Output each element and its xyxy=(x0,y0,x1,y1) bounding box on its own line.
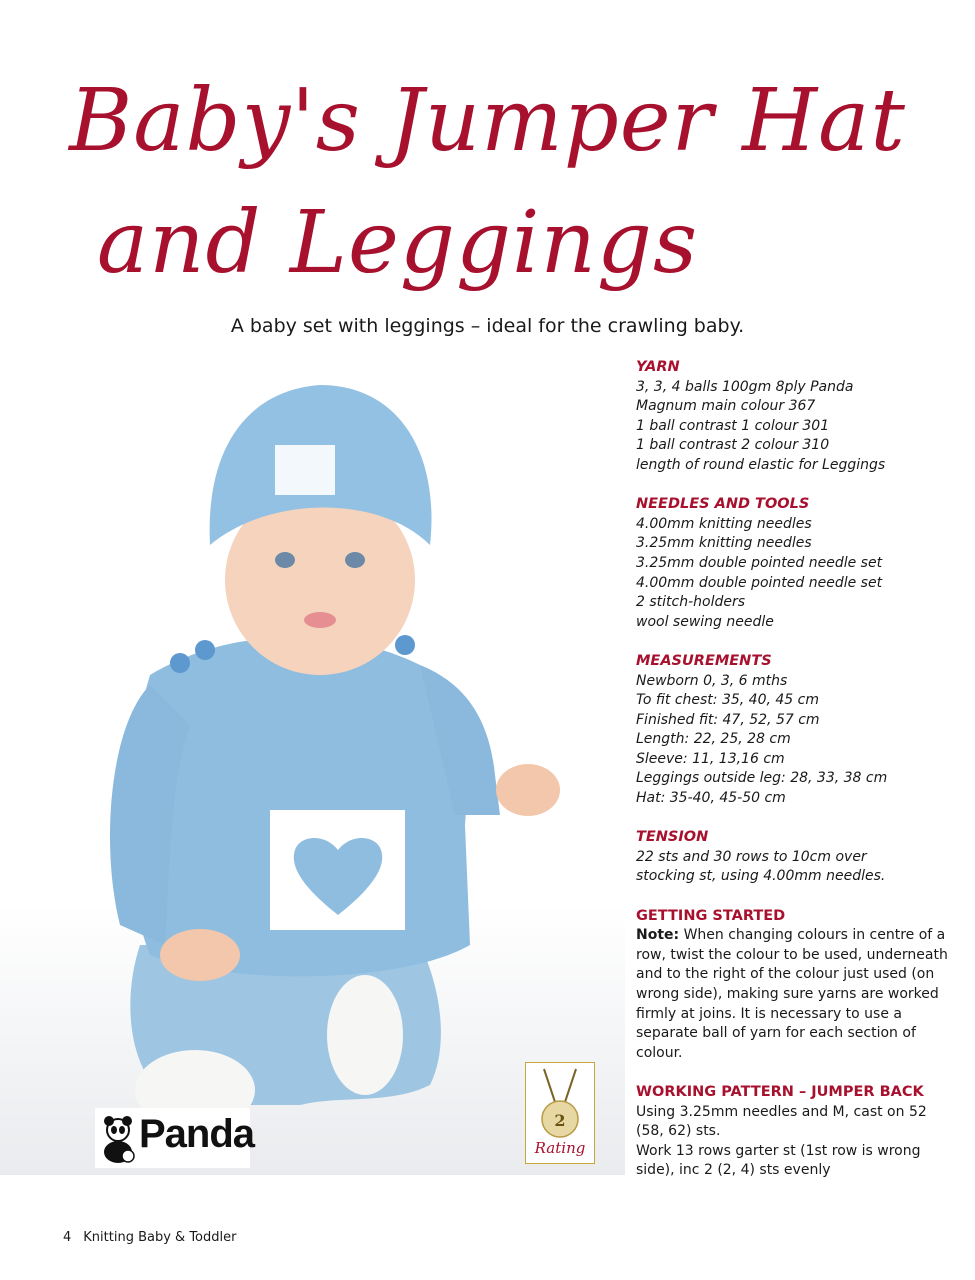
needles-section xyxy=(636,495,956,632)
yarn-line: 1 ball contrast 1 colour 301 xyxy=(636,417,830,434)
pattern-details xyxy=(636,358,956,1201)
needles-line: 3.25mm double pointed needle set xyxy=(636,554,883,571)
getting-started-section xyxy=(636,907,956,1064)
needles-line: 4.00mm knitting needles xyxy=(636,515,812,532)
subtitle: A baby set with leggings – ideal for the crawling baby. xyxy=(230,315,745,337)
needles-line: wool sewing needle xyxy=(636,613,774,630)
needles-line: 3.25mm knitting needles xyxy=(636,535,812,552)
tension-line: 22 sts and 30 rows to 10cm over xyxy=(636,848,867,865)
logo-text: Panda xyxy=(139,1112,255,1156)
measurements-line: Hat: 35-40, 45-50 cm xyxy=(636,790,786,807)
needles-line: 2 stitch-holders xyxy=(636,594,746,611)
yarn-line: 1 ball contrast 2 colour 310 xyxy=(636,437,830,454)
working-paragraph-1: Using 3.25mm needles and M, cast on 52 (58, 62) sts. xyxy=(636,1103,927,1140)
rating-label: Rating xyxy=(534,1139,586,1157)
hat-patch xyxy=(275,445,335,495)
measurements-line: Newborn 0, 3, 6 mths xyxy=(636,672,788,689)
hand-right xyxy=(496,764,560,816)
working-paragraph-2: Work 13 rows garter st (1st row is wrong side), inc 2 (2, 4) sts evenly xyxy=(636,1142,921,1179)
knitting-needles-icon xyxy=(526,1063,594,1143)
baby-photo xyxy=(0,345,625,1175)
tension-heading: TENSION xyxy=(636,829,709,846)
yarn-line: Magnum main colour 367 xyxy=(636,398,816,415)
title-line-1: Baby's Jumper Hat xyxy=(69,71,906,171)
page-number: 4 xyxy=(63,1230,72,1245)
hand-left xyxy=(160,929,240,981)
measurements-section xyxy=(636,652,956,809)
measurements-line: Length: 22, 25, 28 cm xyxy=(636,731,791,748)
tension-line: stocking st, using 4.00mm needles. xyxy=(636,868,886,885)
yarn-line: 3, 3, 4 balls 100gm 8ply Panda xyxy=(636,378,854,395)
panda-logo xyxy=(95,1108,255,1168)
page-footer xyxy=(63,1230,236,1245)
measurements-line: Finished fit: 47, 52, 57 cm xyxy=(636,711,820,728)
measurements-line: Leggings outside leg: 28, 33, 38 cm xyxy=(636,770,888,787)
needles-heading: NEEDLES AND TOOLS xyxy=(636,496,810,513)
working-pattern-heading: WORKING PATTERN – JUMPER BACK xyxy=(636,1083,924,1100)
note-text: When changing colours in centre of a row, twist the colour to be used, underneath and to the right of the colour just used (on wrong side), making sure yarns are worked firmly at joins. It is necessary to use a separate ball of yarn for each section of colour. xyxy=(636,927,948,1061)
rating-number: 2 xyxy=(554,1111,566,1130)
title-line-2: and Leggings xyxy=(96,193,699,293)
working-pattern-section xyxy=(636,1083,956,1181)
rating-badge xyxy=(525,1062,595,1164)
needles-line: 4.00mm double pointed needle set xyxy=(636,574,883,591)
getting-started-heading: GETTING STARTED xyxy=(636,907,786,924)
note-label: Note: xyxy=(636,927,680,944)
publication-title: Knitting Baby & Toddler xyxy=(83,1230,237,1245)
yarn-heading: YARN xyxy=(636,359,680,375)
note-paragraph xyxy=(636,926,956,1063)
yarn-section xyxy=(636,358,956,476)
tension-section xyxy=(636,828,956,887)
panda-icon xyxy=(97,1114,139,1164)
measurements-line: Sleeve: 11, 13,16 cm xyxy=(636,750,785,767)
sock-right xyxy=(327,975,403,1095)
measurements-heading: MEASUREMENTS xyxy=(636,652,772,669)
measurements-line: To fit chest: 35, 40, 45 cm xyxy=(636,692,819,709)
yarn-line: length of round elastic for Leggings xyxy=(636,456,886,473)
